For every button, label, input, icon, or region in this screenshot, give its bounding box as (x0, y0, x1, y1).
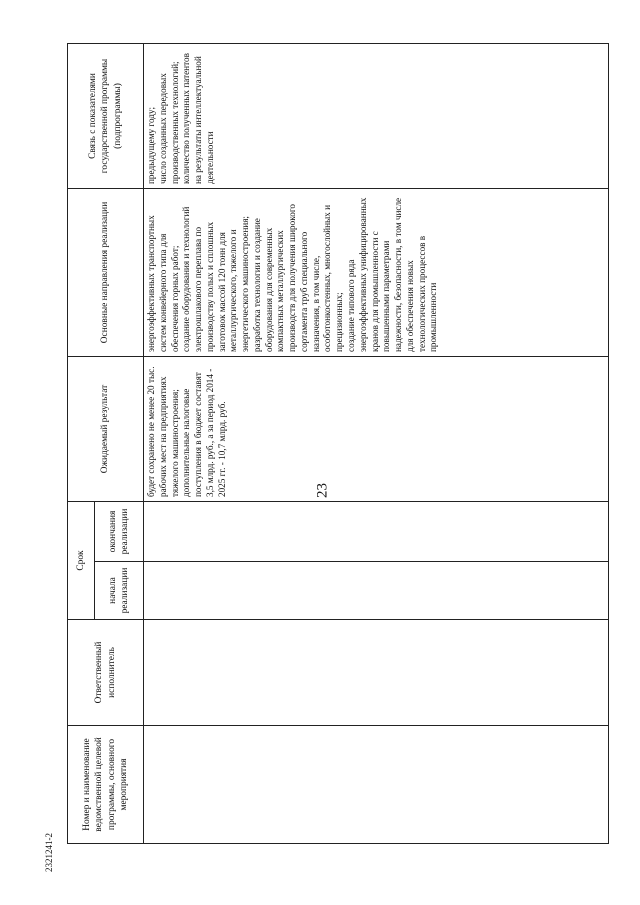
header-result: Ожидаемый результат (68, 357, 144, 502)
header-directions: Основные направления реализации (68, 189, 144, 357)
header-program: Номер и наименование ведомственной целевой программы, основного мероприятия (68, 726, 144, 844)
header-term: Срок (68, 502, 95, 620)
header-end: окончания реализации (95, 502, 144, 562)
cell-result: будет сохранено не менее 20 тыс. рабочих мест на предприятиях тяжелого машиностроения; дополнительные налоговые поступления в бюджет составят 3,5 млрд. руб., а за период 2014 - 2025 гг. - 10,7 млрд. руб. (144, 357, 609, 502)
document-code: 2321241-2 (44, 833, 54, 872)
cell-directions: энергоэффективных транспортных систем конвейерного типа для обеспечения горных работ; создание оборудования и технологий электрошлакового переплава по производству полых и сплошных заготовок массой 120 тонн для металлургического, тяжелого и энергетического машиностроения; разработка технологии и создание оборудования для современных компактных металлургических производств для получения широкого сортамента труб специального назначения, в том числе, особотонкостенных, многослойных и прецизионных; создание типового ряда энергоэффективных унифицированных кранов для промышленности с повышенными параметрами надежности, безопасности, в том числе для обеспечения новых технологических процессов в промышленности (144, 189, 609, 357)
page-number: 23 (314, 483, 331, 498)
cell-responsible (144, 620, 609, 726)
cell-link: предыдущему году; число созданных передовых производственных технологий; количество полученных патентов на результаты интеллектуальной деятельности (144, 44, 609, 189)
cell-end (144, 502, 609, 562)
program-table (67, 43, 609, 844)
header-start: начала реализации (95, 562, 144, 620)
table-row (144, 44, 609, 844)
rotated-table-container (67, 44, 627, 844)
cell-program (144, 726, 609, 844)
header-link: Связь с показателями государственной программы (подпрограммы) (68, 44, 144, 189)
cell-start (144, 562, 609, 620)
header-responsible: Ответственный исполнитель (68, 620, 144, 726)
